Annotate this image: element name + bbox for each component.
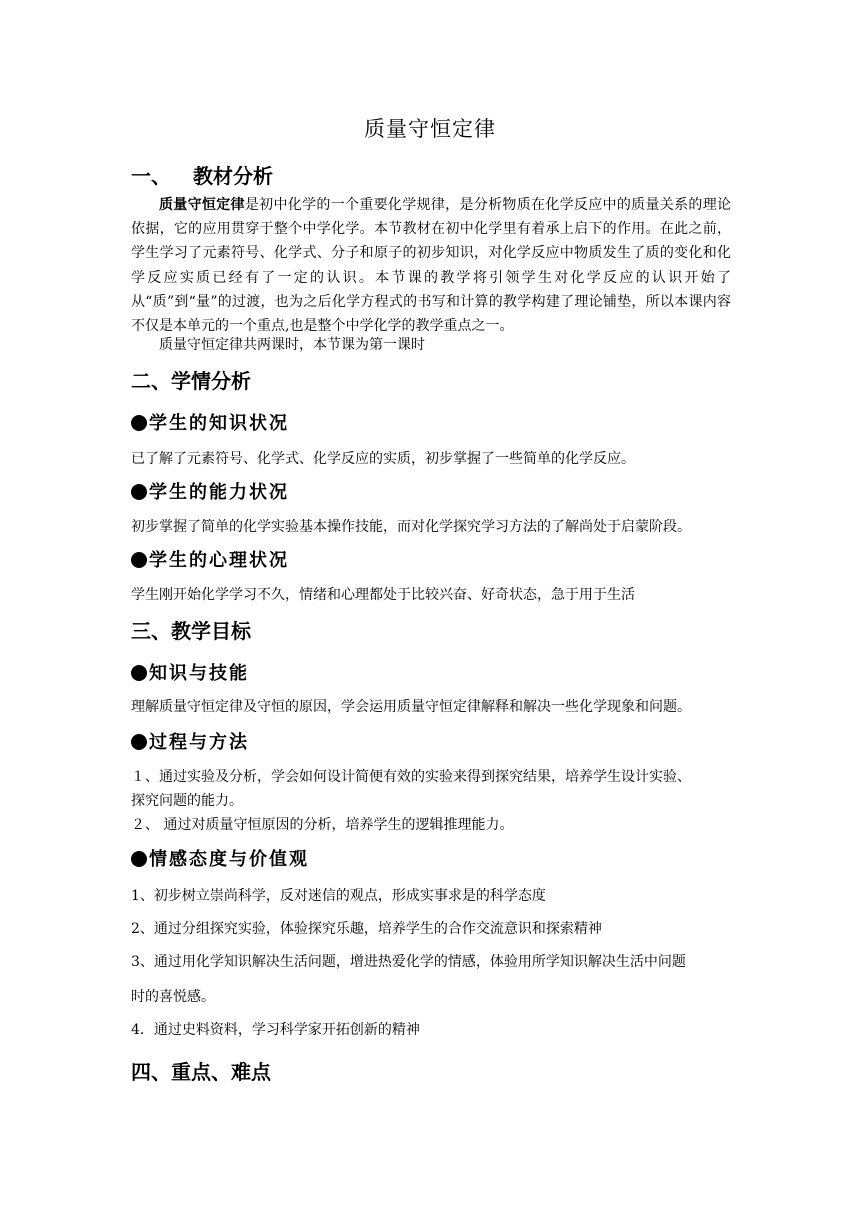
section-heading-3: 三、教学目标 (131, 619, 251, 643)
section-1-note: 质量守恒定律共两课时，本节课为第一课时 (159, 337, 425, 353)
subheading-knowledge: 学生的知识状况 (131, 409, 289, 435)
bullet-icon (131, 851, 147, 867)
paragraph-text: 是初中化学的一个重要化学规律，是分析物质在化学反应中的质量关系的理论依据，它的应用贯穿于整个中学化学。本节教材在初中化学里有着承上启下的作用。在此之前，学生学习了元素符号、化学式、分子和原子的初步知识，对化学反应中物质发生了质的变化和化学反应实质已经有了一定的认识。本节课的教学将引领学生对化学反应的认识开始了从“质”到“量”的过渡，也为之后化学方程式的书写和计算的教学构建了理论铺垫，所以本课内容不仅是本单元的一个重点,也是整个中学化学的教学重点之一。 (131, 197, 732, 335)
skill-text: 理解质量守恒定律及守恒的原因，学会运用质量守恒定律解释和解决一些化学现象和问题。 (131, 699, 691, 715)
bullet-icon (131, 552, 147, 568)
subheading-process: 过程与方法 (131, 728, 249, 754)
section-1-number: 一、 (131, 164, 171, 188)
psychology-text: 学生刚开始化学学习不久，情绪和心理都处于比较兴奋、好奇状态，急于用于生活 (131, 587, 635, 603)
bold-term: 质量守恒定律 (159, 197, 245, 213)
subheading-ability: 学生的能力状况 (131, 478, 289, 504)
subheading-skill: 知识与技能 (131, 659, 249, 685)
subheading-psychology: 学生的心理状况 (131, 546, 289, 572)
process-item-2: ２、 通过对质量守恒原因的分析，培养学生的逻辑推理能力。 (131, 817, 514, 833)
bullet-icon (131, 734, 147, 750)
ability-text: 初步掌握了简单的化学实验基本操作技能，而对化学探究学习方法的了解尚处于启蒙阶段。 (131, 519, 691, 535)
attitude-item-4: 4．通过史料资料，学习科学家开拓创新的精神 (131, 1022, 420, 1038)
document-title: 质量守恒定律 (364, 117, 496, 141)
section-heading-2: 二、学情分析 (131, 369, 251, 393)
subheading-attitude: 情感态度与价值观 (131, 845, 309, 871)
knowledge-text: 已了解了元素符号、化学式、化学反应的实质，初步掌握了一些简单的化学反应。 (131, 451, 635, 467)
process-item-1b: 探究问题的能力。 (131, 793, 243, 809)
attitude-item-3a: 3、通过用化学知识解决生活问题，增进热爱化学的情感，体验用所学知识解决生活中问题 (131, 954, 686, 970)
section-1-paragraph (131, 193, 731, 338)
attitude-item-1: 1、初步树立崇尚科学，反对迷信的观点，形成实事求是的科学态度 (131, 888, 546, 904)
section-1-title: 教材分析 (193, 164, 273, 188)
attitude-item-3b: 时的喜悦感。 (131, 989, 215, 1005)
bullet-icon (131, 484, 147, 500)
section-heading-1 (131, 160, 273, 189)
attitude-item-2: 2、通过分组探究实验，体验探究乐趣，培养学生的合作交流意识和探索精神 (131, 921, 602, 937)
section-heading-4: 四、重点、难点 (131, 1060, 271, 1084)
process-item-1a: １、通过实验及分析，学会如何设计简便有效的实验来得到探究结果，培养学生设计实验、 (131, 769, 691, 785)
bullet-icon (131, 665, 147, 681)
bullet-icon (131, 415, 147, 431)
